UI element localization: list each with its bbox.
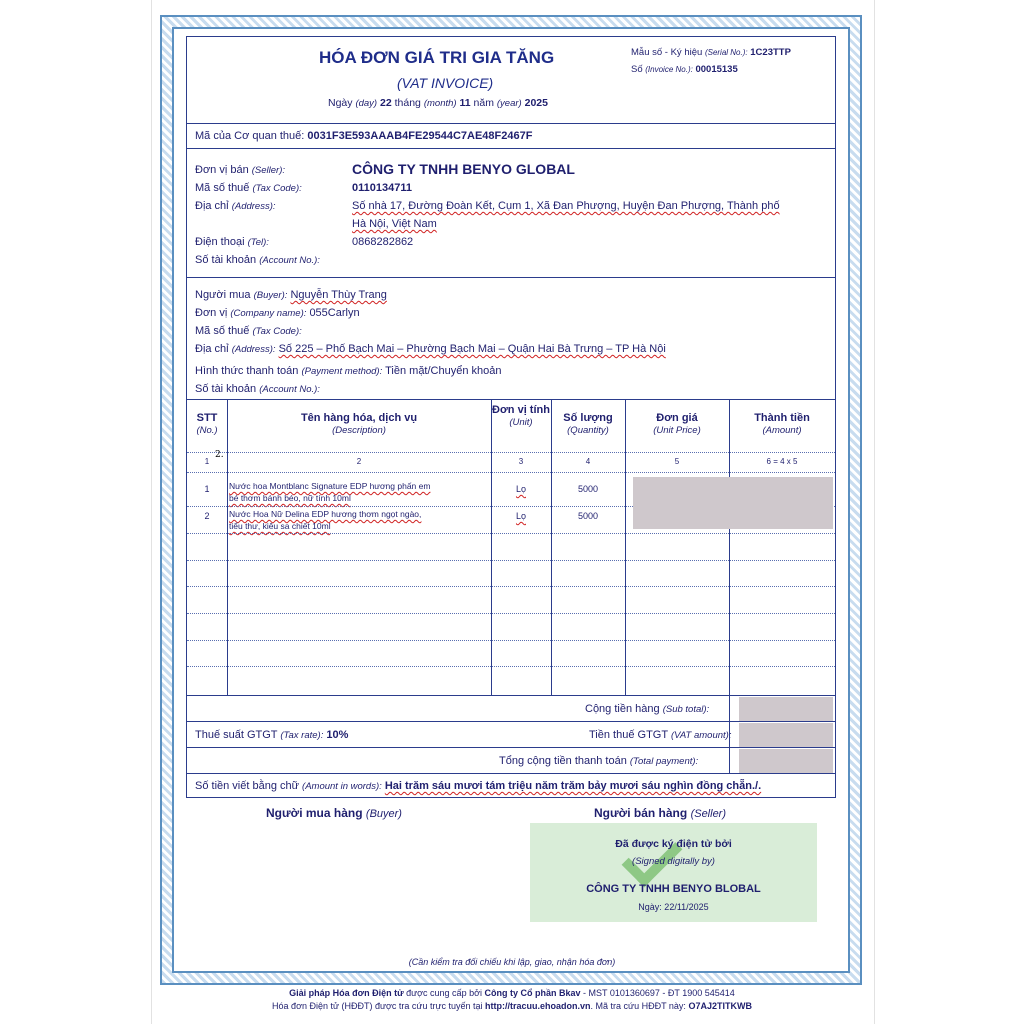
- row-quantity: 5000: [577, 511, 599, 521]
- buyer-signature-label: Người mua hàng (Buyer): [266, 806, 402, 820]
- seller-name: CÔNG TY TNHH BENYO GLOBAL: [352, 161, 575, 177]
- footer-provider: Giải pháp Hóa đơn Điện tử được cung cấp bởi Công ty Cổ phần Bkav - MST 0101360697 - ĐT 1900 545414: [289, 988, 735, 998]
- col-index-6: 6 = 4 x 5: [766, 457, 798, 466]
- buyer-payment-field: Hình thức thanh toán (Payment method): Tiền mặt/Chuyển khoản: [195, 365, 502, 377]
- invoice-number: Số (Invoice No.): 00015135: [631, 64, 738, 75]
- row-description: Nước Hoa Nữ Delina EDP hương thơm ngọt ngào,: [229, 509, 422, 519]
- lookup-link[interactable]: http://tracuu.ehoadon.vn: [485, 1001, 591, 1011]
- col-index-5: 5: [674, 457, 680, 466]
- row-description-cont: bé thơm bánh béo, nữ tính 10ml: [229, 493, 351, 503]
- buyer-tax-field: Mã số thuế (Tax Code):: [195, 325, 302, 337]
- total-row: [187, 748, 835, 774]
- invoice-subtitle: (VAT INVOICE): [397, 75, 494, 91]
- redacted-vat: [739, 723, 833, 747]
- col-index-2: 2: [356, 457, 362, 466]
- seller-account-label: Số tài khoản (Account No.):: [195, 254, 320, 266]
- seller-tax-label: Mã số thuế (Tax Code):: [195, 182, 302, 194]
- vat-amount-label: Tiền thuế GTGT (VAT amount):: [589, 729, 732, 741]
- seller-address-line1: Số nhà 17, Đường Đoàn Kết, Cụm 1, Xã Đan Phượng, Huyện Đan Phượng, Thành phố: [352, 200, 780, 212]
- header-unit-price: Đơn giá (Unit Price): [653, 412, 701, 436]
- signed-by-label: Đã được ký điện tử bởi: [615, 838, 732, 850]
- redacted-total: [739, 749, 833, 773]
- col-index-1: 1: [204, 457, 210, 466]
- seller-phone-label: Điện thoại (Tel):: [195, 236, 269, 248]
- signed-by-label-en: (Signed digitally by): [632, 856, 715, 867]
- buyer-section: [187, 278, 835, 400]
- row-unit: Lọ: [515, 511, 526, 521]
- seller-signature-label: Người bán hàng (Seller): [594, 806, 727, 820]
- col-index-3: 3: [518, 457, 524, 466]
- total-label: Tổng cộng tiền thanh toán (Total payment):: [499, 755, 699, 767]
- header-description: Tên hàng hóa, dịch vụ (Description): [300, 412, 418, 436]
- seller-name-label: Đơn vị bán (Seller):: [195, 164, 286, 176]
- items-table: [187, 400, 835, 696]
- signed-date: Ngày: 22/11/2025: [638, 902, 709, 912]
- invoice-title: HÓA ĐƠN GIÁ TRI GIA TĂNG: [319, 48, 555, 67]
- signer-name: CÔNG TY TNHH BENYO BLOBAL: [586, 883, 761, 895]
- buyer-name-field: Người mua (Buyer): Nguyễn Thùy Trang: [195, 289, 387, 301]
- invoice-date: Ngày (day) 22 tháng (month) 11 năm (year) 2025: [328, 97, 548, 109]
- subtotal-label: Cộng tiền hàng (Sub total):: [585, 703, 710, 715]
- header-amount: Thành tiền (Amount): [754, 412, 810, 436]
- col-index-4: 4: [585, 457, 591, 466]
- row-no: 1: [204, 484, 210, 494]
- row-description: Nước hoa Montblanc Signature EDP hương phấn em: [229, 481, 431, 491]
- row-no: 2: [204, 511, 210, 521]
- tax-authority-code: Mã của Cơ quan thuế: 0031F3E593AAAB4FE29544C7AE48F2467F: [195, 130, 533, 142]
- header-unit: Đơn vị tính (Unit): [492, 404, 550, 428]
- digital-signature-box: [530, 823, 817, 922]
- invoice-header: [187, 37, 835, 124]
- stray-mark: 2.: [215, 450, 224, 460]
- buyer-account-field: Số tài khoản (Account No.):: [195, 383, 320, 395]
- vat-row: [187, 722, 835, 748]
- row-unit: Lọ: [515, 484, 526, 494]
- redacted-subtotal: [739, 697, 833, 721]
- amount-words-row: [187, 774, 835, 799]
- tax-authority-row: [187, 124, 835, 149]
- buyer-company-field: Đơn vị (Company name): 055Carlyn: [195, 307, 360, 319]
- tax-rate: Thuế suất GTGT (Tax rate): 10%: [195, 729, 349, 741]
- footer-lookup: Hóa đơn Điện tử (HĐĐT) được tra cứu trực tuyến tại http://tracuu.ehoadon.vn. Mã tra cứu HĐĐT này: O7AJ2TITKWB: [272, 1001, 752, 1011]
- row-description-cont: tiểu thư, kiêu sa chiết 10ml: [229, 521, 331, 531]
- row-quantity: 5000: [577, 484, 599, 494]
- seller-address-line2: Hà Nội, Việt Nam: [352, 218, 437, 230]
- verification-note: (Cần kiểm tra đối chiếu khi lập, giao, nhận hóa đơn): [408, 957, 616, 967]
- header-quantity: Số lượng (Quantity): [563, 412, 613, 436]
- buyer-address-field: Địa chỉ (Address): Số 225 – Phố Bạch Mai – Phường Bạch Mai – Quận Hai Bà Trưng – TP Hà Nội: [195, 343, 666, 355]
- seller-tax-code: 0110134711: [352, 182, 412, 194]
- redacted-prices: [633, 477, 833, 529]
- invoice-sheet: [186, 36, 836, 798]
- header-no: STT (No.): [196, 412, 218, 436]
- seller-address-label: Địa chỉ (Address):: [195, 200, 276, 212]
- serial-number: Mẫu số - Ký hiệu (Serial No.): 1C23TTP: [631, 47, 791, 58]
- seller-section: [187, 149, 835, 278]
- amount-in-words: Số tiền viết bằng chữ (Amount in words): Hai trăm sáu mươi tám triệu năm trăm bảy mươi sáu nghìn đồng chẵn./.: [195, 780, 762, 792]
- seller-phone: 0868282862: [352, 236, 414, 248]
- subtotal-row: [187, 696, 835, 722]
